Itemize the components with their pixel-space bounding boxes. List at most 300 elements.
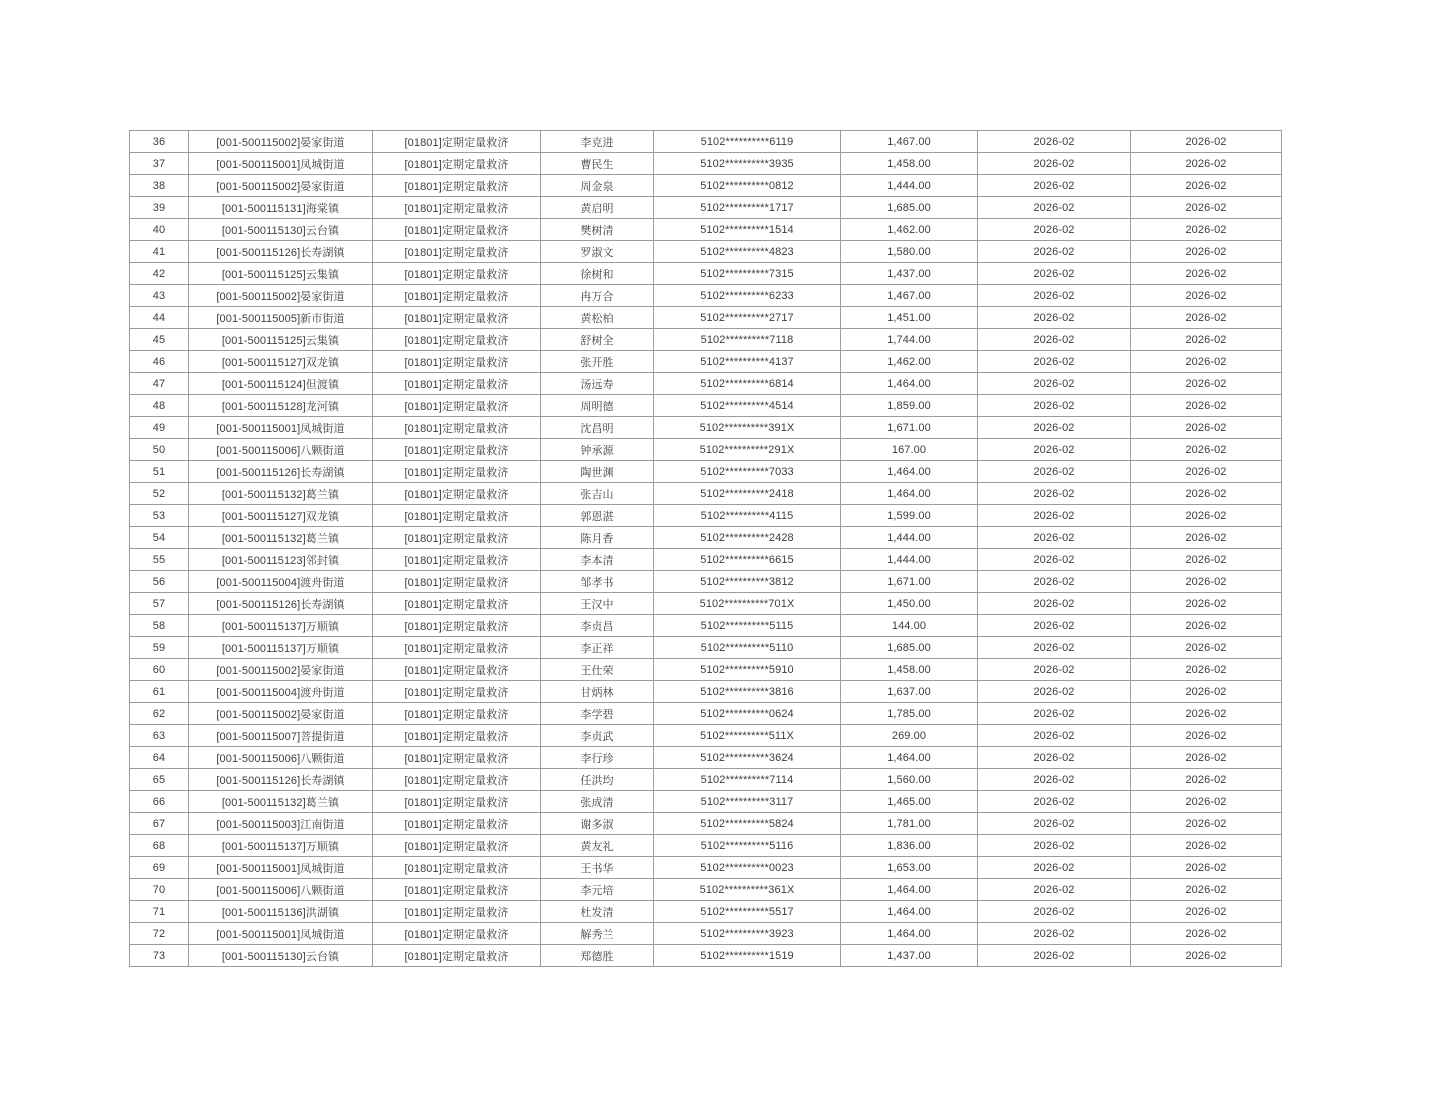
amount-cell: 1,685.00 [841, 197, 978, 219]
district-cell: [001-500115137]万顺镇 [189, 615, 373, 637]
row-number-cell: 53 [130, 505, 189, 527]
grant-month-cell: 2026-02 [1131, 769, 1282, 791]
grant-month-cell: 2026-02 [1131, 197, 1282, 219]
issue-month-cell: 2026-02 [978, 747, 1131, 769]
row-number-cell: 42 [130, 263, 189, 285]
district-cell: [001-500115006]八颗街道 [189, 879, 373, 901]
person-name-cell: 周明德 [541, 395, 654, 417]
table-row [130, 153, 1282, 175]
district-cell: [001-500115125]云集镇 [189, 263, 373, 285]
row-number-cell: 63 [130, 725, 189, 747]
id-number-cell: 5102**********6233 [654, 285, 841, 307]
grant-month-cell: 2026-02 [1131, 307, 1282, 329]
district-cell: [001-500115124]但渡镇 [189, 373, 373, 395]
district-cell: [001-500115137]万顺镇 [189, 835, 373, 857]
district-cell: [001-500115131]海棠镇 [189, 197, 373, 219]
issue-month-cell: 2026-02 [978, 417, 1131, 439]
person-name-cell: 黄启明 [541, 197, 654, 219]
row-number-cell: 50 [130, 439, 189, 461]
amount-cell: 1,836.00 [841, 835, 978, 857]
person-name-cell: 陶世渊 [541, 461, 654, 483]
grant-month-cell: 2026-02 [1131, 571, 1282, 593]
table-row [130, 769, 1282, 791]
row-number-cell: 46 [130, 351, 189, 373]
amount-cell: 1,671.00 [841, 417, 978, 439]
id-number-cell: 5102**********1514 [654, 219, 841, 241]
id-number-cell: 5102**********0624 [654, 703, 841, 725]
row-number-cell: 70 [130, 879, 189, 901]
grant-month-cell: 2026-02 [1131, 637, 1282, 659]
issue-month-cell: 2026-02 [978, 571, 1131, 593]
issue-month-cell: 2026-02 [978, 725, 1131, 747]
row-number-cell: 57 [130, 593, 189, 615]
amount-cell: 1,437.00 [841, 945, 978, 967]
amount-cell: 1,744.00 [841, 329, 978, 351]
aid-type-cell: [01801]定期定量救济 [373, 857, 541, 879]
issue-month-cell: 2026-02 [978, 637, 1131, 659]
id-number-cell: 5102**********6119 [654, 131, 841, 153]
table-row [130, 461, 1282, 483]
benefit-table-container [129, 130, 1281, 967]
id-number-cell: 5102**********3935 [654, 153, 841, 175]
table-row [130, 615, 1282, 637]
id-number-cell: 5102**********3624 [654, 747, 841, 769]
grant-month-cell: 2026-02 [1131, 879, 1282, 901]
person-name-cell: 李学碧 [541, 703, 654, 725]
aid-type-cell: [01801]定期定量救济 [373, 197, 541, 219]
row-number-cell: 56 [130, 571, 189, 593]
person-name-cell: 李行珍 [541, 747, 654, 769]
table-row [130, 527, 1282, 549]
amount-cell: 1,465.00 [841, 791, 978, 813]
aid-type-cell: [01801]定期定量救济 [373, 263, 541, 285]
benefit-table-body [130, 131, 1282, 967]
id-number-cell: 5102**********0023 [654, 857, 841, 879]
amount-cell: 167.00 [841, 439, 978, 461]
issue-month-cell: 2026-02 [978, 373, 1131, 395]
benefit-table [129, 130, 1282, 967]
amount-cell: 1,785.00 [841, 703, 978, 725]
district-cell: [001-500115136]洪湖镇 [189, 901, 373, 923]
row-number-cell: 59 [130, 637, 189, 659]
issue-month-cell: 2026-02 [978, 483, 1131, 505]
row-number-cell: 37 [130, 153, 189, 175]
row-number-cell: 58 [130, 615, 189, 637]
district-cell: [001-500115002]晏家街道 [189, 131, 373, 153]
district-cell: [001-500115002]晏家街道 [189, 703, 373, 725]
grant-month-cell: 2026-02 [1131, 351, 1282, 373]
grant-month-cell: 2026-02 [1131, 659, 1282, 681]
table-row [130, 241, 1282, 263]
district-cell: [001-500115001]凤城街道 [189, 923, 373, 945]
person-name-cell: 李贞武 [541, 725, 654, 747]
person-name-cell: 郭恩湛 [541, 505, 654, 527]
id-number-cell: 5102**********3812 [654, 571, 841, 593]
issue-month-cell: 2026-02 [978, 461, 1131, 483]
id-number-cell: 5102**********5517 [654, 901, 841, 923]
grant-month-cell: 2026-02 [1131, 329, 1282, 351]
issue-month-cell: 2026-02 [978, 439, 1131, 461]
person-name-cell: 王汉中 [541, 593, 654, 615]
id-number-cell: 5102**********7315 [654, 263, 841, 285]
row-number-cell: 36 [130, 131, 189, 153]
person-name-cell: 舒树全 [541, 329, 654, 351]
grant-month-cell: 2026-02 [1131, 395, 1282, 417]
person-name-cell: 黄友礼 [541, 835, 654, 857]
table-row [130, 131, 1282, 153]
district-cell: [001-500115126]长寿湖镇 [189, 769, 373, 791]
district-cell: [001-500115130]云台镇 [189, 219, 373, 241]
aid-type-cell: [01801]定期定量救济 [373, 285, 541, 307]
grant-month-cell: 2026-02 [1131, 835, 1282, 857]
aid-type-cell: [01801]定期定量救济 [373, 307, 541, 329]
issue-month-cell: 2026-02 [978, 549, 1131, 571]
person-name-cell: 钟承源 [541, 439, 654, 461]
district-cell: [001-500115005]新市街道 [189, 307, 373, 329]
table-row [130, 681, 1282, 703]
amount-cell: 1,464.00 [841, 901, 978, 923]
aid-type-cell: [01801]定期定量救济 [373, 483, 541, 505]
person-name-cell: 周金泉 [541, 175, 654, 197]
person-name-cell: 张成清 [541, 791, 654, 813]
district-cell: [001-500115128]龙河镇 [189, 395, 373, 417]
amount-cell: 1,444.00 [841, 527, 978, 549]
issue-month-cell: 2026-02 [978, 879, 1131, 901]
id-number-cell: 5102**********5115 [654, 615, 841, 637]
issue-month-cell: 2026-02 [978, 505, 1131, 527]
id-number-cell: 5102**********1717 [654, 197, 841, 219]
row-number-cell: 49 [130, 417, 189, 439]
aid-type-cell: [01801]定期定量救济 [373, 901, 541, 923]
issue-month-cell: 2026-02 [978, 703, 1131, 725]
person-name-cell: 黄松柏 [541, 307, 654, 329]
aid-type-cell: [01801]定期定量救济 [373, 637, 541, 659]
person-name-cell: 张开胜 [541, 351, 654, 373]
person-name-cell: 邹孝书 [541, 571, 654, 593]
person-name-cell: 李贞昌 [541, 615, 654, 637]
amount-cell: 1,464.00 [841, 461, 978, 483]
amount-cell: 1,462.00 [841, 351, 978, 373]
person-name-cell: 谢多淑 [541, 813, 654, 835]
id-number-cell: 5102**********6615 [654, 549, 841, 571]
table-row [130, 791, 1282, 813]
grant-month-cell: 2026-02 [1131, 153, 1282, 175]
aid-type-cell: [01801]定期定量救济 [373, 879, 541, 901]
id-number-cell: 5102**********3816 [654, 681, 841, 703]
amount-cell: 1,560.00 [841, 769, 978, 791]
grant-month-cell: 2026-02 [1131, 483, 1282, 505]
district-cell: [001-500115004]渡舟街道 [189, 571, 373, 593]
district-cell: [001-500115007]菩提街道 [189, 725, 373, 747]
id-number-cell: 5102**********5824 [654, 813, 841, 835]
person-name-cell: 沈昌明 [541, 417, 654, 439]
table-row [130, 703, 1282, 725]
aid-type-cell: [01801]定期定量救济 [373, 417, 541, 439]
district-cell: [001-500115123]邻封镇 [189, 549, 373, 571]
id-number-cell: 5102**********511X [654, 725, 841, 747]
person-name-cell: 李元培 [541, 879, 654, 901]
issue-month-cell: 2026-02 [978, 153, 1131, 175]
row-number-cell: 67 [130, 813, 189, 835]
table-row [130, 813, 1282, 835]
row-number-cell: 72 [130, 923, 189, 945]
grant-month-cell: 2026-02 [1131, 901, 1282, 923]
amount-cell: 1,464.00 [841, 747, 978, 769]
grant-month-cell: 2026-02 [1131, 857, 1282, 879]
issue-month-cell: 2026-02 [978, 307, 1131, 329]
table-row [130, 285, 1282, 307]
district-cell: [001-500115001]凤城街道 [189, 857, 373, 879]
aid-type-cell: [01801]定期定量救济 [373, 219, 541, 241]
issue-month-cell: 2026-02 [978, 175, 1131, 197]
aid-type-cell: [01801]定期定量救济 [373, 791, 541, 813]
aid-type-cell: [01801]定期定量救济 [373, 747, 541, 769]
table-row [130, 549, 1282, 571]
id-number-cell: 5102**********361X [654, 879, 841, 901]
row-number-cell: 62 [130, 703, 189, 725]
amount-cell: 1,467.00 [841, 285, 978, 307]
aid-type-cell: [01801]定期定量救济 [373, 131, 541, 153]
person-name-cell: 李本清 [541, 549, 654, 571]
issue-month-cell: 2026-02 [978, 285, 1131, 307]
person-name-cell: 冉万合 [541, 285, 654, 307]
amount-cell: 1,450.00 [841, 593, 978, 615]
person-name-cell: 汤远寿 [541, 373, 654, 395]
grant-month-cell: 2026-02 [1131, 593, 1282, 615]
table-row [130, 857, 1282, 879]
person-name-cell: 张吉山 [541, 483, 654, 505]
table-row [130, 395, 1282, 417]
id-number-cell: 5102**********7114 [654, 769, 841, 791]
row-number-cell: 73 [130, 945, 189, 967]
grant-month-cell: 2026-02 [1131, 417, 1282, 439]
id-number-cell: 5102**********701X [654, 593, 841, 615]
table-row [130, 945, 1282, 967]
row-number-cell: 41 [130, 241, 189, 263]
row-number-cell: 55 [130, 549, 189, 571]
amount-cell: 1,671.00 [841, 571, 978, 593]
row-number-cell: 45 [130, 329, 189, 351]
issue-month-cell: 2026-02 [978, 615, 1131, 637]
district-cell: [001-500115006]八颗街道 [189, 747, 373, 769]
amount-cell: 269.00 [841, 725, 978, 747]
district-cell: [001-500115001]凤城街道 [189, 417, 373, 439]
table-row [130, 725, 1282, 747]
amount-cell: 1,444.00 [841, 549, 978, 571]
grant-month-cell: 2026-02 [1131, 439, 1282, 461]
table-row [130, 637, 1282, 659]
district-cell: [001-500115137]万顺镇 [189, 637, 373, 659]
grant-month-cell: 2026-02 [1131, 461, 1282, 483]
id-number-cell: 5102**********2428 [654, 527, 841, 549]
table-row [130, 923, 1282, 945]
aid-type-cell: [01801]定期定量救济 [373, 373, 541, 395]
district-cell: [001-500115127]双龙镇 [189, 505, 373, 527]
amount-cell: 1,458.00 [841, 153, 978, 175]
row-number-cell: 54 [130, 527, 189, 549]
amount-cell: 1,464.00 [841, 923, 978, 945]
district-cell: [001-500115130]云台镇 [189, 945, 373, 967]
table-row [130, 505, 1282, 527]
amount-cell: 1,458.00 [841, 659, 978, 681]
issue-month-cell: 2026-02 [978, 329, 1131, 351]
district-cell: [001-500115002]晏家街道 [189, 175, 373, 197]
row-number-cell: 47 [130, 373, 189, 395]
row-number-cell: 52 [130, 483, 189, 505]
table-row [130, 219, 1282, 241]
issue-month-cell: 2026-02 [978, 395, 1131, 417]
aid-type-cell: [01801]定期定量救济 [373, 175, 541, 197]
person-name-cell: 王仕荣 [541, 659, 654, 681]
amount-cell: 1,444.00 [841, 175, 978, 197]
issue-month-cell: 2026-02 [978, 263, 1131, 285]
amount-cell: 1,781.00 [841, 813, 978, 835]
table-row [130, 439, 1282, 461]
table-row [130, 263, 1282, 285]
row-number-cell: 71 [130, 901, 189, 923]
aid-type-cell: [01801]定期定量救济 [373, 835, 541, 857]
district-cell: [001-500115126]长寿湖镇 [189, 241, 373, 263]
person-name-cell: 曹民生 [541, 153, 654, 175]
amount-cell: 144.00 [841, 615, 978, 637]
table-row [130, 175, 1282, 197]
grant-month-cell: 2026-02 [1131, 219, 1282, 241]
grant-month-cell: 2026-02 [1131, 175, 1282, 197]
row-number-cell: 43 [130, 285, 189, 307]
amount-cell: 1,653.00 [841, 857, 978, 879]
id-number-cell: 5102**********5110 [654, 637, 841, 659]
district-cell: [001-500115132]葛兰镇 [189, 527, 373, 549]
amount-cell: 1,580.00 [841, 241, 978, 263]
district-cell: [001-500115004]渡舟街道 [189, 681, 373, 703]
district-cell: [001-500115132]葛兰镇 [189, 483, 373, 505]
id-number-cell: 5102**********0812 [654, 175, 841, 197]
person-name-cell: 任洪均 [541, 769, 654, 791]
grant-month-cell: 2026-02 [1131, 813, 1282, 835]
row-number-cell: 40 [130, 219, 189, 241]
table-row [130, 351, 1282, 373]
aid-type-cell: [01801]定期定量救济 [373, 461, 541, 483]
table-row [130, 307, 1282, 329]
grant-month-cell: 2026-02 [1131, 747, 1282, 769]
person-name-cell: 郑德胜 [541, 945, 654, 967]
aid-type-cell: [01801]定期定量救济 [373, 813, 541, 835]
issue-month-cell: 2026-02 [978, 681, 1131, 703]
aid-type-cell: [01801]定期定量救济 [373, 615, 541, 637]
district-cell: [001-500115126]长寿湖镇 [189, 461, 373, 483]
district-cell: [001-500115132]葛兰镇 [189, 791, 373, 813]
district-cell: [001-500115002]晏家街道 [189, 285, 373, 307]
id-number-cell: 5102**********5116 [654, 835, 841, 857]
table-row [130, 901, 1282, 923]
issue-month-cell: 2026-02 [978, 791, 1131, 813]
grant-month-cell: 2026-02 [1131, 791, 1282, 813]
row-number-cell: 64 [130, 747, 189, 769]
aid-type-cell: [01801]定期定量救济 [373, 923, 541, 945]
grant-month-cell: 2026-02 [1131, 549, 1282, 571]
district-cell: [001-500115006]八颗街道 [189, 439, 373, 461]
person-name-cell: 陈月香 [541, 527, 654, 549]
amount-cell: 1,464.00 [841, 373, 978, 395]
grant-month-cell: 2026-02 [1131, 725, 1282, 747]
issue-month-cell: 2026-02 [978, 197, 1131, 219]
amount-cell: 1,462.00 [841, 219, 978, 241]
issue-month-cell: 2026-02 [978, 659, 1131, 681]
id-number-cell: 5102**********5910 [654, 659, 841, 681]
issue-month-cell: 2026-02 [978, 351, 1131, 373]
issue-month-cell: 2026-02 [978, 527, 1131, 549]
table-row [130, 373, 1282, 395]
amount-cell: 1,859.00 [841, 395, 978, 417]
row-number-cell: 61 [130, 681, 189, 703]
table-row [130, 747, 1282, 769]
row-number-cell: 51 [130, 461, 189, 483]
id-number-cell: 5102**********291X [654, 439, 841, 461]
aid-type-cell: [01801]定期定量救济 [373, 593, 541, 615]
issue-month-cell: 2026-02 [978, 241, 1131, 263]
aid-type-cell: [01801]定期定量救济 [373, 329, 541, 351]
row-number-cell: 60 [130, 659, 189, 681]
row-number-cell: 68 [130, 835, 189, 857]
grant-month-cell: 2026-02 [1131, 945, 1282, 967]
aid-type-cell: [01801]定期定量救济 [373, 681, 541, 703]
aid-type-cell: [01801]定期定量救济 [373, 351, 541, 373]
table-row [130, 593, 1282, 615]
id-number-cell: 5102**********4137 [654, 351, 841, 373]
person-name-cell: 王书华 [541, 857, 654, 879]
amount-cell: 1,437.00 [841, 263, 978, 285]
grant-month-cell: 2026-02 [1131, 131, 1282, 153]
person-name-cell: 杜发清 [541, 901, 654, 923]
table-row [130, 659, 1282, 681]
id-number-cell: 5102**********2717 [654, 307, 841, 329]
person-name-cell: 樊树清 [541, 219, 654, 241]
grant-month-cell: 2026-02 [1131, 373, 1282, 395]
id-number-cell: 5102**********7118 [654, 329, 841, 351]
id-number-cell: 5102**********6814 [654, 373, 841, 395]
grant-month-cell: 2026-02 [1131, 615, 1282, 637]
table-row [130, 571, 1282, 593]
aid-type-cell: [01801]定期定量救济 [373, 241, 541, 263]
district-cell: [001-500115127]双龙镇 [189, 351, 373, 373]
id-number-cell: 5102**********2418 [654, 483, 841, 505]
issue-month-cell: 2026-02 [978, 813, 1131, 835]
person-name-cell: 罗淑文 [541, 241, 654, 263]
amount-cell: 1,467.00 [841, 131, 978, 153]
grant-month-cell: 2026-02 [1131, 703, 1282, 725]
person-name-cell: 李克进 [541, 131, 654, 153]
issue-month-cell: 2026-02 [978, 923, 1131, 945]
grant-month-cell: 2026-02 [1131, 923, 1282, 945]
row-number-cell: 44 [130, 307, 189, 329]
grant-month-cell: 2026-02 [1131, 681, 1282, 703]
aid-type-cell: [01801]定期定量救济 [373, 725, 541, 747]
amount-cell: 1,464.00 [841, 483, 978, 505]
issue-month-cell: 2026-02 [978, 901, 1131, 923]
row-number-cell: 65 [130, 769, 189, 791]
person-name-cell: 李正祥 [541, 637, 654, 659]
issue-month-cell: 2026-02 [978, 945, 1131, 967]
grant-month-cell: 2026-02 [1131, 285, 1282, 307]
issue-month-cell: 2026-02 [978, 857, 1131, 879]
district-cell: [001-500115126]长寿湖镇 [189, 593, 373, 615]
aid-type-cell: [01801]定期定量救济 [373, 153, 541, 175]
aid-type-cell: [01801]定期定量救济 [373, 395, 541, 417]
aid-type-cell: [01801]定期定量救济 [373, 703, 541, 725]
table-row [130, 329, 1282, 351]
aid-type-cell: [01801]定期定量救济 [373, 549, 541, 571]
aid-type-cell: [01801]定期定量救济 [373, 945, 541, 967]
